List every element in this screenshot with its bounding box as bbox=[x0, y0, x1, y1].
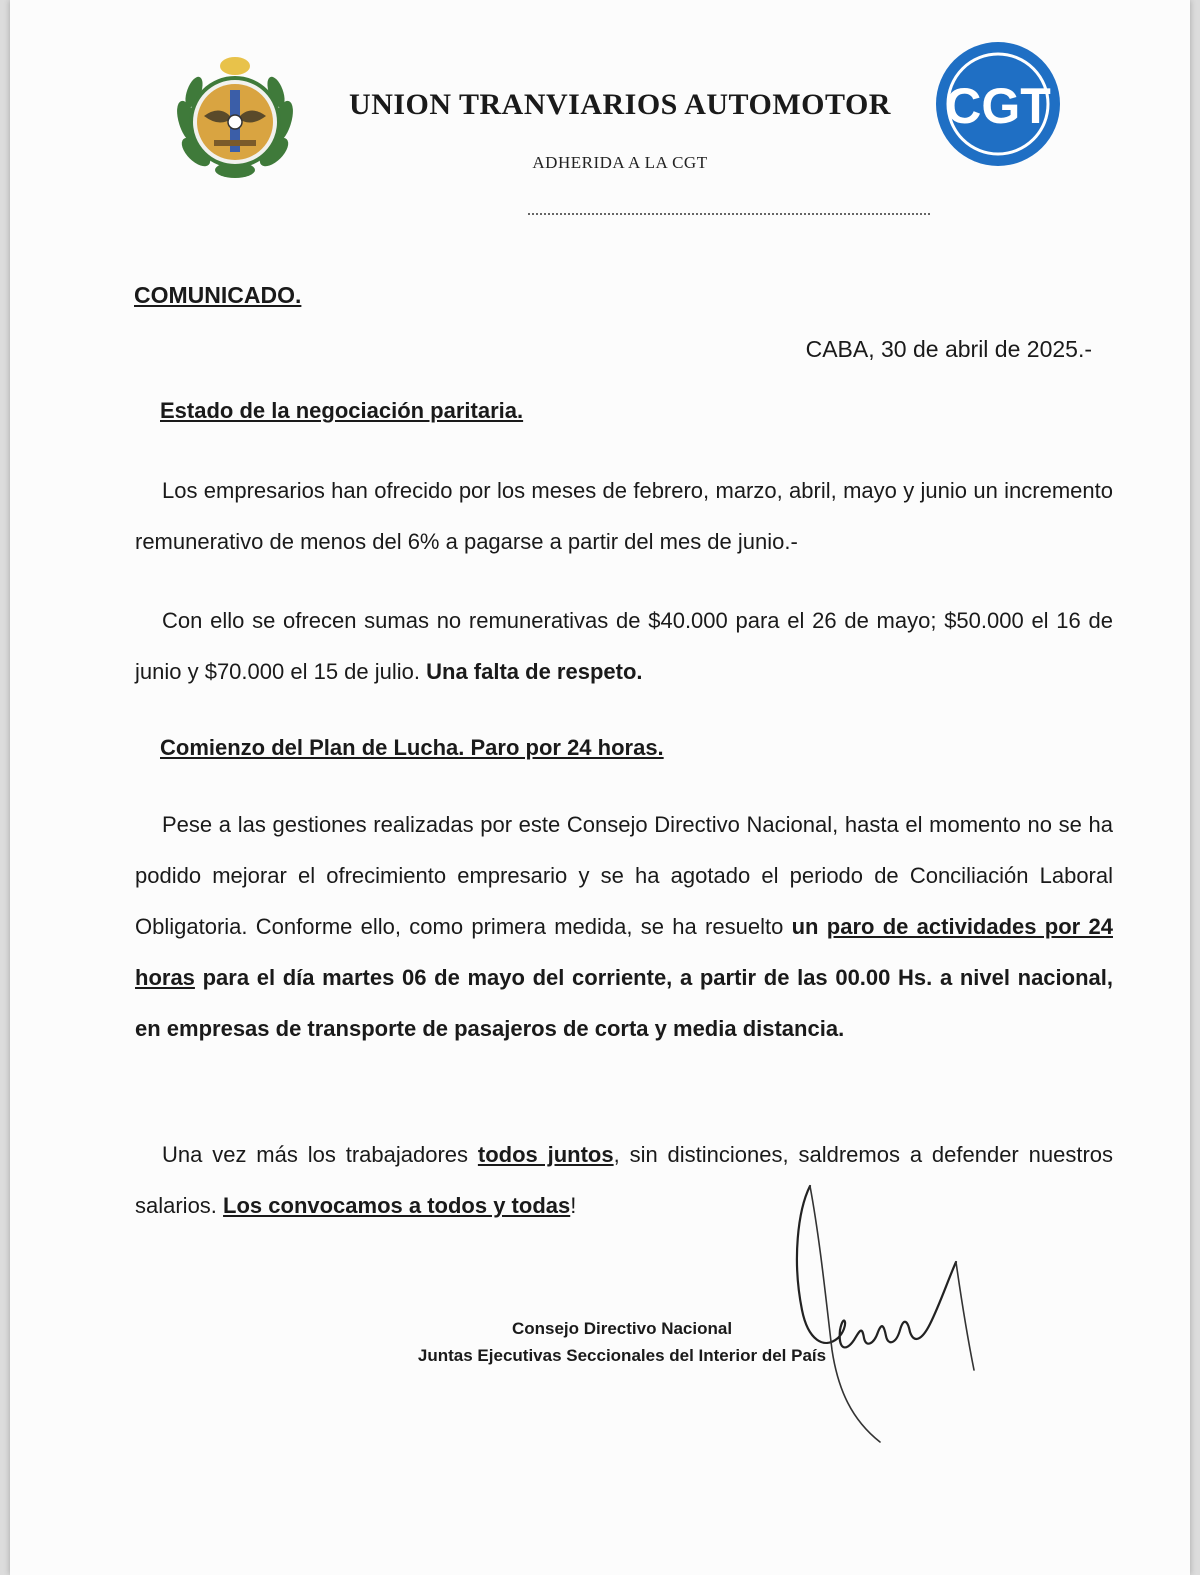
strike-bold-details: para el día martes 06 de mayo del corriente, a partir de las 00.00 Hs. a nivel nacional, en empresas de transporte de pasajeros de corta y media distancia. bbox=[135, 965, 1113, 1041]
signer-line-2: Juntas Ejecutivas Seccionales del Interior del País bbox=[417, 1346, 827, 1365]
call-text-2: , sin distinciones, saldremos a defender nuestros salarios. bbox=[135, 1142, 1113, 1218]
section-heading-strike: Comienzo del Plan de Lucha. Paro por 24 horas. bbox=[160, 735, 664, 760]
cgt-logo-icon bbox=[932, 38, 1064, 170]
uta-seal-icon bbox=[170, 52, 300, 182]
call-convocation: Los convocamos a todos y todas bbox=[223, 1193, 571, 1218]
strike-bold-un: un bbox=[791, 914, 819, 939]
cgt-logo-text: CGT bbox=[945, 78, 1051, 134]
place-date: CABA, 30 de abril de 2025.- bbox=[805, 336, 1092, 362]
call-end: ! bbox=[570, 1193, 577, 1218]
paragraph-strike bbox=[135, 799, 1113, 1054]
paragraph-offer: Los empresarios han ofrecido por los meses de febrero, marzo, abril, mayo y junio un incremento remunerativo de menos del 6% a pagarse a partir del mes de junio.- bbox=[135, 478, 1113, 554]
call-together: todos juntos bbox=[477, 1142, 614, 1167]
strike-bold-underlined: paro de actividades por 24 horas bbox=[135, 914, 1113, 990]
document-page bbox=[10, 0, 1190, 1575]
organization-subtitle: ADHERIDA A LA CGT bbox=[532, 153, 708, 172]
section-heading-negotiation: Estado de la negociación paritaria. bbox=[160, 398, 524, 423]
sums-text: Con ello se ofrecen sumas no remunerativas de $40.000 para el 26 de mayo; $50.000 el 16 de junio y $70.000 el 15 de julio. bbox=[135, 608, 1113, 684]
call-text-1: Una vez más los trabajadores bbox=[162, 1142, 469, 1167]
strike-text: Pese a las gestiones realizadas por este Consejo Directivo Nacional, hasta el momento no se ha podido mejorar el ofrecimiento empresario y se ha agotado el periodo de Conciliación Laboral Obligatoria. Conforme ello, como primera medida, se ha resuelto bbox=[135, 812, 1113, 939]
handwritten-signature-icon bbox=[780, 1180, 990, 1450]
dotted-divider bbox=[528, 213, 930, 215]
sums-emphasis: Una falta de respeto. bbox=[426, 659, 643, 684]
organization-name: UNION TRANVIARIOS AUTOMOTOR bbox=[349, 88, 891, 121]
signer-line-1: Consejo Directivo Nacional bbox=[511, 1319, 733, 1338]
paragraph-sums bbox=[135, 595, 1113, 697]
document-title: COMUNICADO. bbox=[134, 282, 302, 308]
